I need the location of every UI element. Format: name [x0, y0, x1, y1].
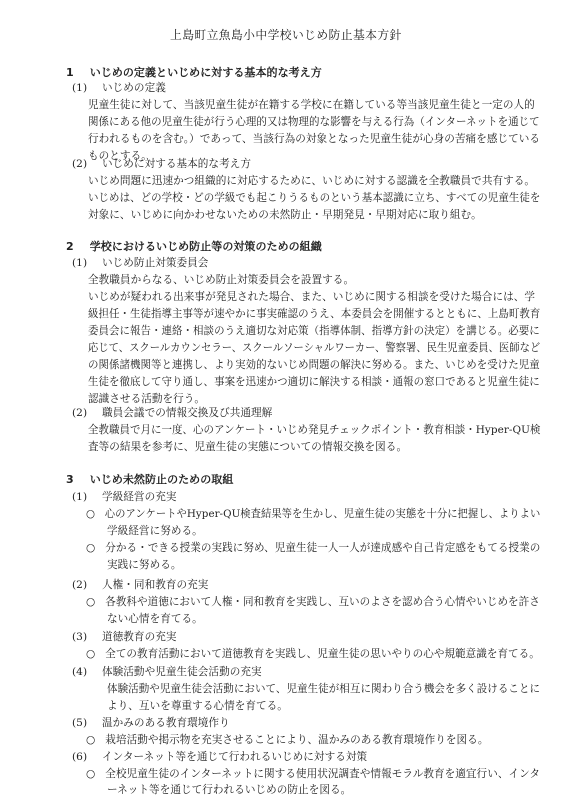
paragraph-line: より、互いを尊重する心情を育てる。: [107, 700, 288, 712]
paragraph-line: 委員会に報告・連絡・相談のうえ適切な対応策（指導体制、指導方針の決定）を講じる。必要に: [88, 325, 540, 337]
subsection-heading: (1) いじめの定義: [72, 82, 166, 94]
paragraph-line: 認識させる活動を行う。: [88, 393, 206, 405]
bullet-line: ○ 心のアンケートやHyper-QU検査結果等を生かし、児童生徒の実態を十分に把握し、よりよい: [86, 508, 541, 520]
paragraph-line: ない心情を育てる。: [107, 613, 203, 625]
paragraph-line: 応じて、スクールカウンセラー、スクールソーシャルワーカー、警察署、民生児童委員、医師など: [88, 342, 541, 354]
bullet-line: ○ 全ての教育活動において道徳教育を実践し、児童生徒の思いやりの心や規範意識を育てる。: [86, 648, 540, 660]
subsection-heading: (3) 道徳教育の充実: [72, 631, 177, 643]
subsection-heading: (2) 人権・同和教育の充実: [72, 579, 209, 591]
subsection-heading: (1) いじめ防止対策委員会: [72, 257, 209, 269]
paragraph-line: 関係にある他の児童生徒が行う心理的又は物理的な影響を与える行為（インターネットを通じて: [88, 116, 540, 128]
section-number: 1: [66, 66, 74, 79]
section-number: 3: [66, 473, 74, 486]
section-3-heading: [66, 473, 233, 487]
paragraph-line: 行われるものを含む。）であって、当該行為の対象となった児童生徒が心身の苦痛を感じている: [88, 133, 541, 145]
paragraph-line: ものとする。: [88, 150, 152, 162]
section-1-heading: [66, 66, 322, 80]
section-title: いじめ未然防止のための取組: [89, 473, 234, 486]
paragraph-line: の関係諸機関等と連携し、より実効的ないじめ問題の解決に努める。また、いじめを受けた児童: [88, 359, 540, 371]
subsection-heading: (2) 職員会議での情報交換及び共通理解: [72, 407, 273, 419]
subsection-heading: (4) 体験活動や児童生徒会活動の充実: [72, 666, 262, 678]
paragraph-line: 査等の結果を参考に、児童生徒の実態についての情報交換を図る。: [88, 441, 408, 453]
paragraph-line: いじめが疑われる出来事が発見された場合、また、いじめに関する相談を受けた場合には、学: [88, 291, 536, 303]
section-title: いじめの定義といじめに対する基本的な考え方: [89, 66, 322, 79]
document-title: 上島町立魚島小中学校いじめ防止基本方針: [170, 28, 402, 42]
section-number: 2: [66, 240, 74, 253]
paragraph-line: 児童生徒に対して、当該児童生徒が在籍する学校に在籍している等当該児童生徒と一定の人的: [88, 99, 535, 111]
subsection-heading: (6) インターネット等を通じて行われるいじめに対する対策: [72, 751, 368, 763]
paragraph-line: 体験活動や児童生徒会活動において、児童生徒が相互に関わり合う機会を多く設けることに: [107, 683, 541, 695]
paragraph-line: 生徒を徹底して守り通し、事案を迅速かつ適切に解決する相談・通報の窓口であると児童生徒に: [88, 376, 540, 388]
paragraph-line: 対象に、いじめに向かわせないための未然防止・早期発見・早期対応に取り組む。: [88, 209, 482, 221]
paragraph-line: 全教職員からなる、いじめ防止対策委員会を設置する。: [88, 274, 355, 286]
bullet-line: ○ 各教科や道徳において人権・同和教育を実践し、互いのよさを認め合う心情やいじめを許さ: [86, 596, 540, 608]
section-title: 学校におけるいじめ防止等の対策のための組織: [89, 240, 322, 253]
subsection-heading: (5) 温かみのある教育環境作り: [72, 717, 230, 729]
paragraph-line: 学級経営に努める。: [107, 525, 203, 537]
paragraph-line: 実践に努める。: [107, 559, 182, 571]
paragraph-line: 全教職員で月に一度、心のアンケート・いじめ発見チェックポイント・教育相談・Hyper-QU検: [88, 424, 541, 436]
section-2-heading: [66, 240, 322, 254]
paragraph-line: いじめは、どの学校・どの学級でも起こりうるものという基本認識に立ち、すべての児童生徒を: [88, 192, 541, 204]
bullet-line: ○ 全校児童生徒のインターネットに関する使用状況調査や情報モラル教育を適宜行い、インタ: [86, 768, 540, 780]
bullet-line: ○ 分かる・できる授業の実践に努め、児童生徒一人一人が達成感や自己肯定感をもてる授業の: [86, 542, 541, 554]
paragraph-line: ーネット等を通じて行われるいじめの防止を図る。: [107, 784, 352, 796]
subsection-heading: (2) いじめに対する基本的な考え方: [72, 158, 252, 170]
bullet-line: ○ 栽培活動や掲示物を充実させることにより、温かみのある教育環境作りを図る。: [86, 734, 489, 746]
subsection-heading: (1) 学級経営の充実: [72, 491, 177, 503]
paragraph-line: 級担任・生徒指導主事等が速やかに事実確認のうえ、本委員会を開催するとともに、上島町教育: [88, 308, 541, 320]
paragraph-line: いじめ問題に迅速かつ組織的に対応するために、いじめに対する認識を全教職員で共有する。: [88, 175, 536, 187]
